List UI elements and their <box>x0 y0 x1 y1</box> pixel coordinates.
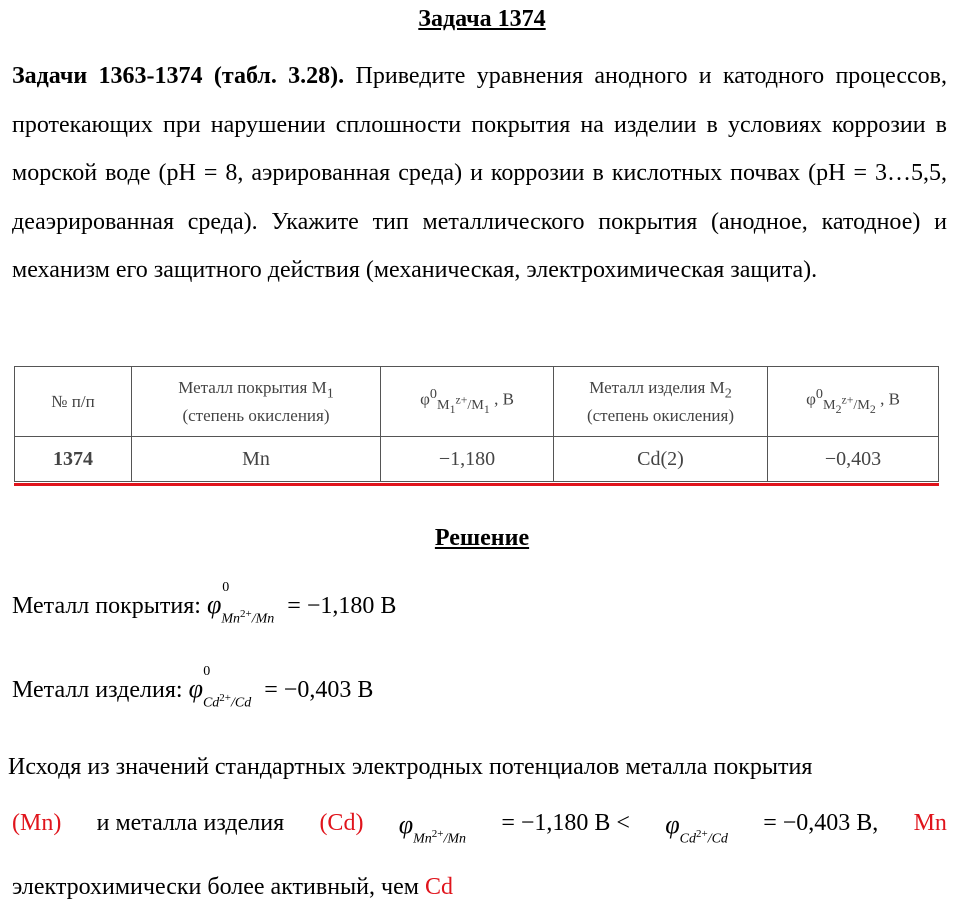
and-text: и металла изделия <box>96 810 285 836</box>
cell-product-metal: Cd(2) <box>554 437 768 482</box>
page-title: Задача 1374 <box>418 6 546 32</box>
comparison-text-2: = −0,403 В, <box>763 810 879 836</box>
cd-label-2: Cd <box>424 874 453 900</box>
data-table <box>14 366 939 482</box>
comparison-text: = −1,180 В < <box>501 810 630 836</box>
product-value: = −0,403 В <box>264 677 374 703</box>
header-coating-metal: Металл покрытия $M_1$ (степень окисления) <box>132 367 381 437</box>
conclusion-line-3: электрохимически более активный, чем Cd <box>12 874 453 900</box>
phi-symbol: φ <box>206 590 222 619</box>
header-number: № п/п <box>15 367 132 437</box>
cell-coating-potential: −1,180 <box>381 437 554 482</box>
coating-value: = −1,180 В <box>287 593 397 619</box>
mn-label: (Mn) <box>12 810 62 836</box>
product-label: Металл изделия: <box>12 677 183 703</box>
cell-product-potential: −0,403 <box>768 437 939 482</box>
product-line: Металл изделия: φCd$^{2+}$/Cd0 = −0,403 В <box>12 664 374 711</box>
mn-label-2: Mn <box>913 810 947 836</box>
problem-statement-text: Приведите уравнения анодного и катодного процессов, протекающих при нарушении сплошности покрытия на изделии в условиях коррозии в морской воде (рН = 8, аэрированная среда) и коррозии в кислотных почвах (рН = 3…5,5, деаэрированная среда). Укажите тип металлического покрытия (анодное, катодное) и механизм его защитного действия (механическая, электрохимическая защита). <box>12 63 948 283</box>
phi-symbol: φ <box>188 674 203 703</box>
cell-coating-metal: Mn <box>132 437 381 482</box>
cd-label: (Cd) <box>319 810 364 836</box>
cell-number: 1374 <box>15 437 132 482</box>
conclusion-line-1: Исходя из значений стандартных электродных потенциалов металла покрытия <box>8 754 813 780</box>
conclusion-line-2: (Mn) и металла изделия (Cd) φMn$^{2+}$/Mn = −1,180 В < φCd$^{2+}$/Cd = −0,403 В, Mn <box>12 810 947 847</box>
coating-label: Металл покрытия: <box>12 593 201 619</box>
header-product-potential: $\varphi^0_{M_2^{z+}/M_2}$ , В <box>768 367 939 437</box>
header-coating-potential: $\varphi^0_{M_1^{z+}/M_1}$ , В <box>381 367 554 437</box>
solution-title: Решение <box>434 525 530 551</box>
problem-statement <box>12 52 947 295</box>
table-header-row <box>15 367 939 437</box>
problem-statement-bold: Задачи 1363-1374 (табл. 3.28). <box>12 63 345 89</box>
red-divider <box>14 483 939 486</box>
header-product-metal: Металл изделия $M_2$ (степень окисления) <box>554 367 768 437</box>
table-row <box>15 437 939 482</box>
coating-line: Металл покрытия: φMn$^{2+}$/Mn0 = −1,180 В <box>12 580 397 627</box>
